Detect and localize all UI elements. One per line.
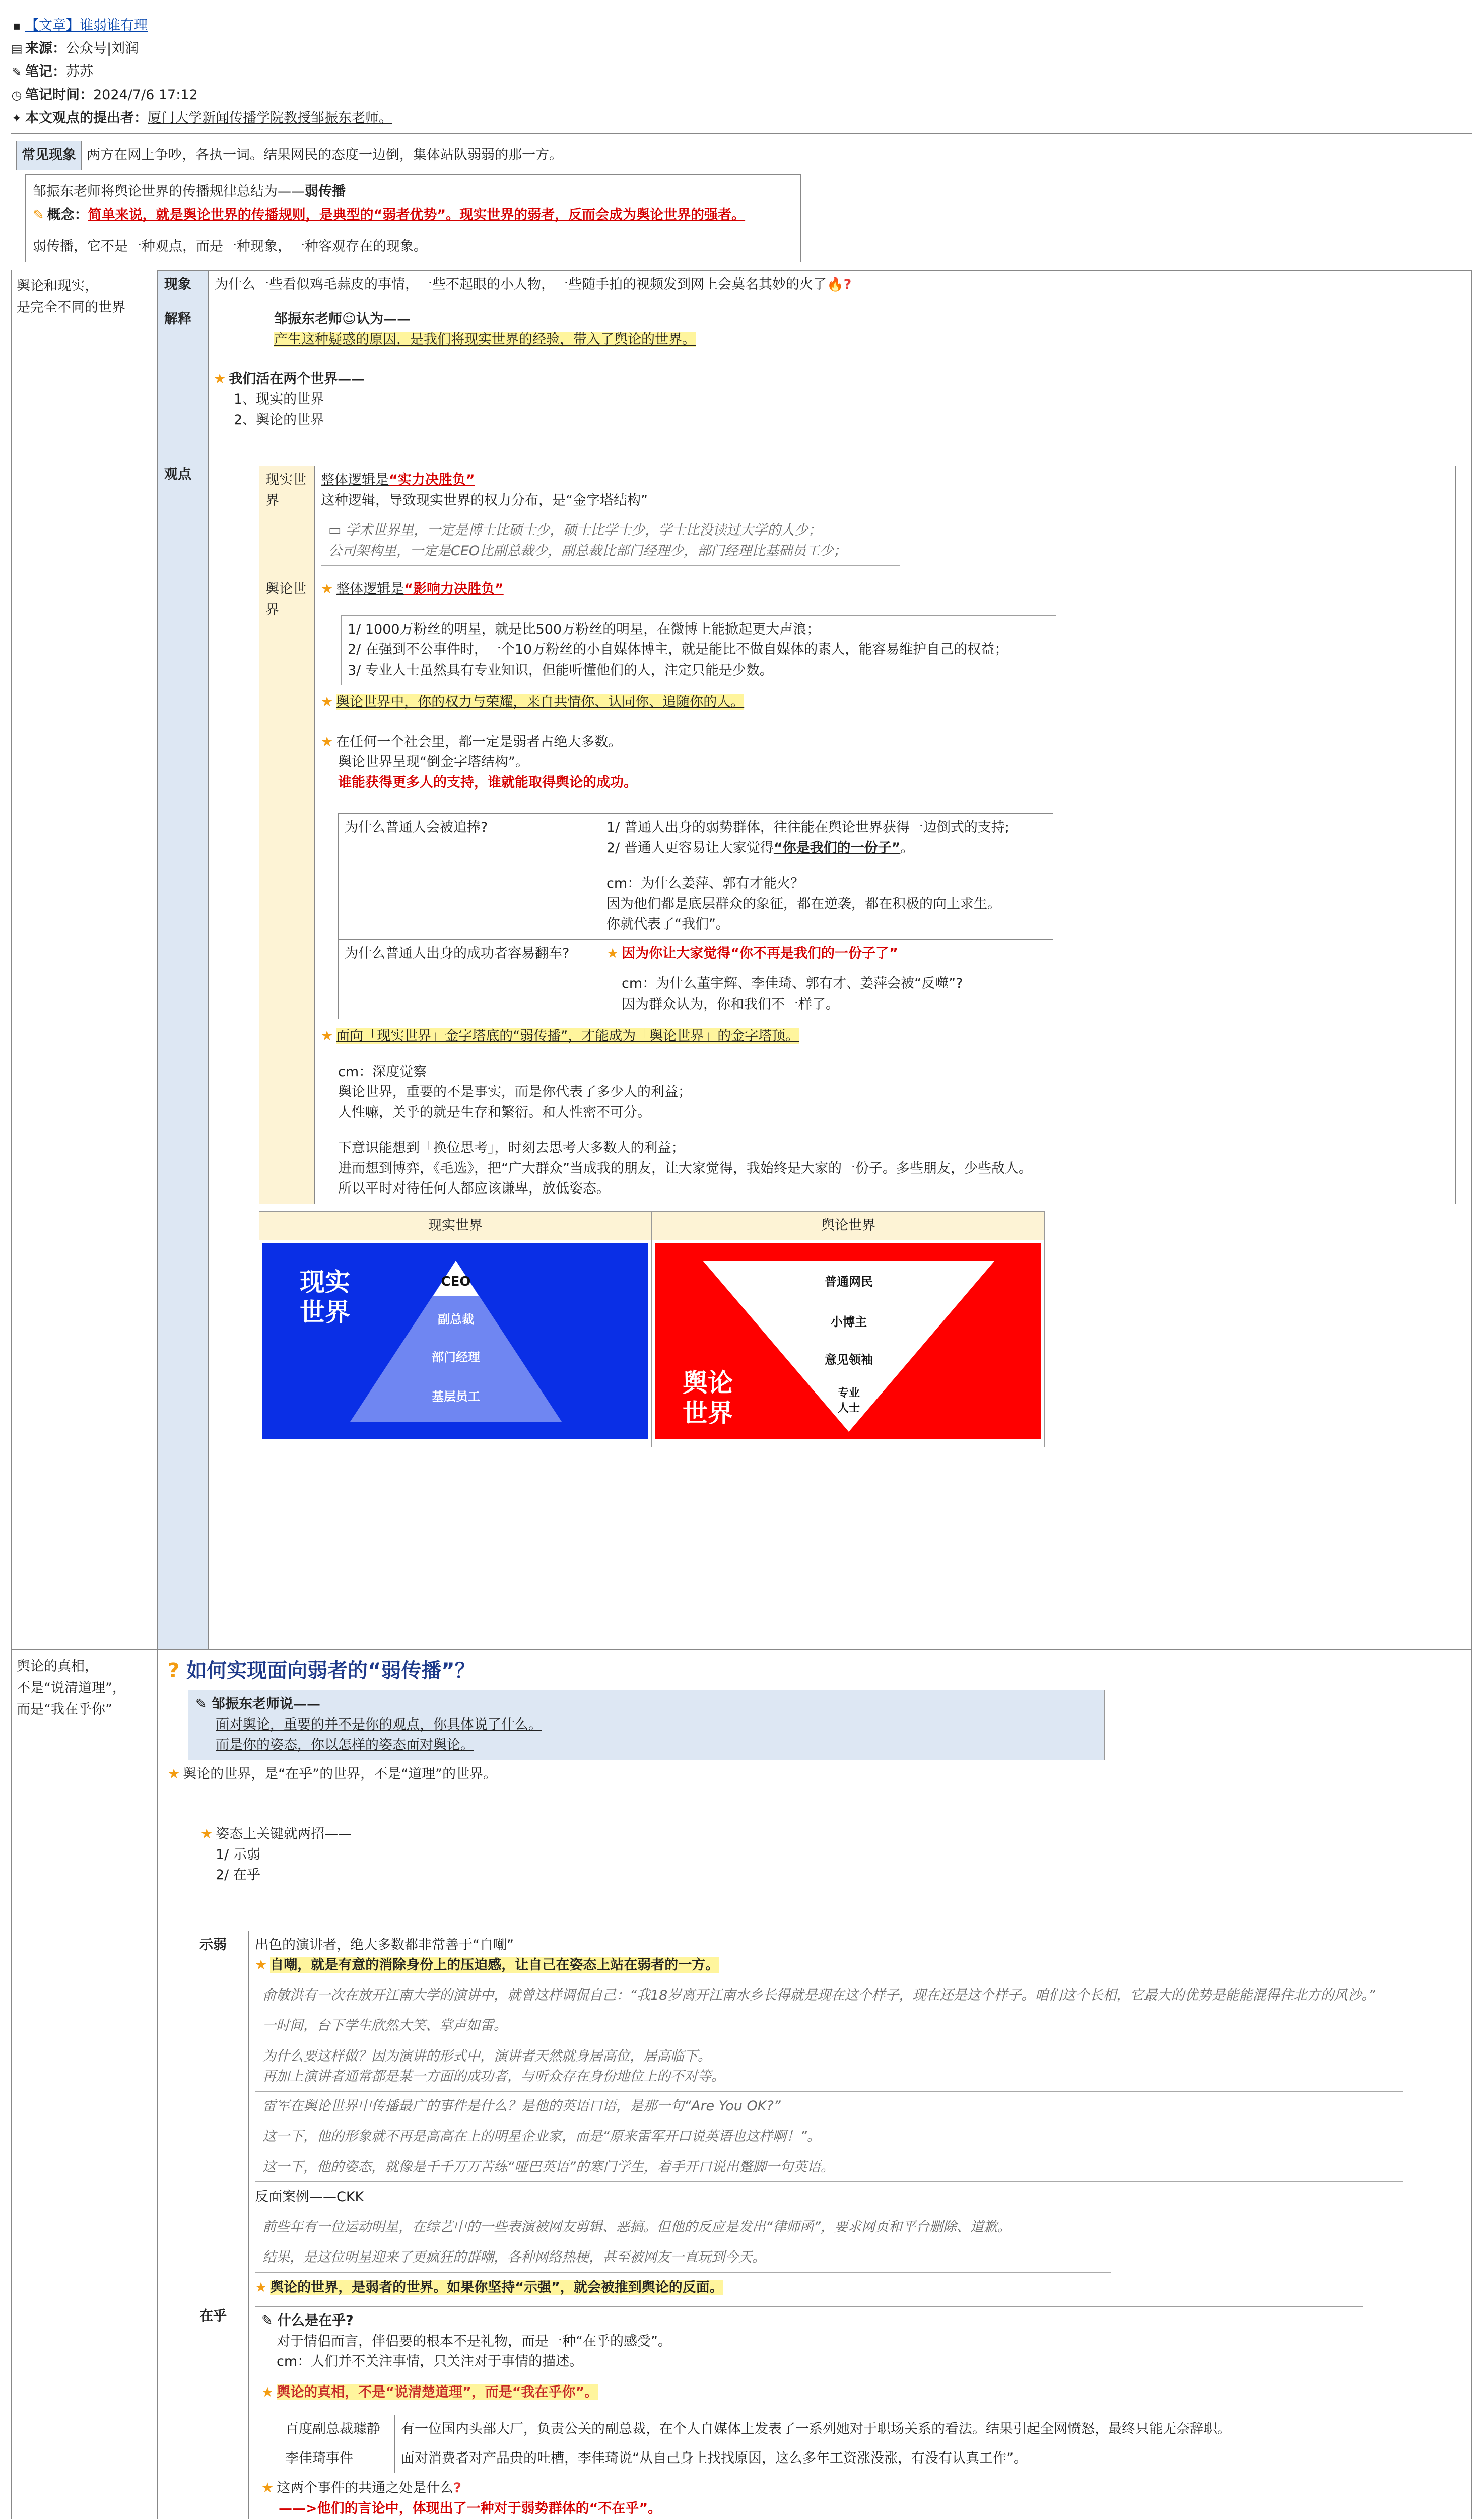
opinion-bullets: 1/ 1000万粉丝的明星，就是比500万粉丝的明星，在微博上能掀起更大声浪； 2/ 在强到不公事件时，一个10万粉丝的小自媒体博主，就是能比不做自媒体的素人，能容易维护自己的权益； 3/ 专业人士虽然具有专业知识，但能听懂他们的人，注定只能是少数。	[341, 615, 1056, 686]
weak-intro: 出色的演讲者，绝大多数都非常善于“自嘲”	[255, 1937, 514, 1953]
pen-icon: ✎	[33, 207, 44, 223]
source-value: 公众号|刘润	[66, 40, 139, 56]
opinion-logic: “影响力决胜负”	[404, 581, 504, 598]
concept-box	[25, 174, 801, 263]
weak-star2: 舆论的世界，是弱者的世界。如果你坚持“示强”，就会被推到舆论的反面。	[270, 2279, 723, 2295]
real-world-label: 现实世界	[259, 466, 315, 575]
real-logic: “实力决胜负”	[389, 472, 475, 488]
source-label: 来源：	[25, 40, 66, 56]
weak-label: 示弱	[193, 1931, 249, 2302]
notes-label: 笔记：	[25, 63, 66, 80]
sec1-phenomenon-label: 现象	[158, 271, 209, 305]
opinion-star3: 面向「现实世界」金字塔底的“弱传播”，才能成为「舆论世界」的金字塔顶。	[336, 1028, 799, 1044]
op-level-2: 小博主	[831, 1315, 867, 1330]
key-points-box: ★ 姿态上关键就两招—— 1/ 示弱 2/ 在乎	[193, 1820, 364, 1890]
zou-says-box: ✎ 邹振东老师说—— 面对舆论，重要的并不是你的观点，你具体说了什么。 而是你的姿态，你以怎样的姿态面对舆论。	[188, 1690, 1105, 1760]
pen-icon: ✎	[261, 2313, 273, 2329]
care-label: 在乎	[193, 2302, 249, 2519]
weak-quote-2: 雷军在舆论世界中传播最广的事件是什么？是他的英语口语，是那一句“Are You OK?” 这一下，他的形象就不再是高高在上的明星企业家，而是“原来雷军开口说英语也这样啊！”。 这一下，他的姿态，就像是千千万万苦练“哑巴英语”的寒门学生，着手开口说出蹩脚一句英语。	[255, 2092, 1403, 2182]
real-level-manager: 部门经理	[432, 1350, 480, 1365]
world-2: 2、舆论的世界	[234, 412, 324, 428]
pyramid-compare	[259, 1211, 1456, 1448]
real-big-1: 现实	[300, 1268, 350, 1297]
care-cases-table	[279, 2415, 1326, 2473]
case-desc-2: 面对消费者对产品贵的吐槽，李佳琦说“从自己身上找找原因，这么多年工资涨没涨，有没有认真工作”。	[395, 2444, 1326, 2473]
cm-block: cm：深度觉察 舆论世界，重要的不是事实，而是你代表了多少人的利益； 人性嘛，关乎的就是生存和繁衍。和人性密不可分。 下意识能想到「换位思考」，时刻去思考大多数人的利益； 进而想到博弈，《毛选》，把“广大群众”当成我的朋友，让大家觉得，我始终是大家的一份子。多些朋友，少些敌人。 所以平时对待任何人都应该谦卑，放低姿态。	[338, 1064, 1032, 1197]
real-level-vp: 副总裁	[438, 1312, 474, 1327]
source-line	[11, 37, 1473, 60]
bulb-icon: ✦	[11, 111, 22, 125]
time-line	[11, 84, 1473, 107]
real-level-ceo: CEO	[441, 1274, 471, 1290]
case-name-1: 百度副总裁璩静	[279, 2415, 395, 2444]
qa-table: 为什么普通人会被追捧? 1/ 普通人出身的弱势群体，往往能在舆论世界获得一边倒式的支持; 2/ 普通人更容易让大家觉得“你是我们的一份子”。 cm：为什么姜萍、郭有才能火？ 因为他们都是底层群众的象征，都在逆袭，都在积极的向上求生。 你就代表了“我们”。 为什么普通人出身的成功者容易翻车? ★ 因为你让大家觉得“你不再是我们的一份子了” cm：为什么董宇辉、李佳琦、郭有才、姜萍会被“反噬”? 因为群众认为，你和我们不一样了。	[338, 813, 1053, 1019]
case-name-2: 李佳琦事件	[279, 2444, 395, 2473]
case-desc-1: 有一位国内头部大厂，负责公关的副总裁，在个人自媒体上发表了一系列她对于职场关系的看法。结果引起全网愤怒，最终只能无奈辞职。	[395, 2415, 1326, 2444]
star-icon: ★	[214, 371, 226, 387]
sec2-heading: ? 如何实现面向弱者的“弱传播”？	[168, 1659, 475, 1682]
pen-icon: ✎	[11, 65, 22, 79]
notes-line	[11, 60, 1473, 84]
sec1-phenomenon-text: 为什么一些看似鸡毛蒜皮的事情，一些不起眼的小人物，一些随手拍的视频发到网上会莫名其妙的火了	[215, 277, 827, 292]
qa2-question: 为什么普通人出身的成功者容易翻车?	[339, 939, 600, 1019]
care-star2: 这两个事件的共通之处是什么	[277, 2480, 454, 2496]
negative-quote: 前些年有一位运动明星，在综艺中的一些表演被网友剪辑、恶搞。但他的反应是发出“律师函”，要求网页和平台删除、道歉。 结果，是这位明星迎来了更疯狂的群嘲，各种网络热梗，甚至被网友一直玩到今天。	[255, 2213, 1111, 2273]
section-truth: 舆论的真相， 不是“说清道理”， 而是“我在乎你” ? 如何实现面向弱者的“弱传播”？ ✎ 邹振东老师说—— 面对舆论，重要的并不是你的观点，你具体说了什么。 而是你的姿态，你以怎样的姿态面对舆论。 ★ 舆论的世界，是“在乎”的世界，不是“道理”的世界。 ★ 姿态上关键就两招—— 1/ 示弱 2/ 在乎 示弱 出色的演讲者，绝大多数都非常善于“自嘲” ★ 自嘲，就是有意的消除身份上的压迫感，让自己在姿态上站在弱者的一方。 俞敏洪有一次在放开江南大学的演讲中，就曾这样调侃自己：“我18岁离开江南水乡长得就是现在这个样子，现在还是这个样子。咱们这个长相，它最大的优势是能能混得住北方的风沙。” 一时间，台下学生欣然大笑、掌声如雷。 为什么要这样做？因为演讲的形式中，演讲者天然就身居高位，居高临下。 再加上演讲者通常都是某一方面的成功者，与听众存在身份地位上的不对等。 雷军在舆论世界中传播最广的事件是什么？是他的英语口语，是那一句“Are You OK?” 这一下，他的形象就不再是高高在上的明星企业家，而是“原来雷军开口说英语也这样啊！”。 这一下，他的姿态，就像是千千万万苦练“哑巴英语”的寒门学生，着手开口说出蹩脚一句英语。 反面案例——CKK 前些年有一位运动明星，在综艺中的一些表演被网友剪辑、恶搞。但他的反应是发出“律师函”，要求网页和平台删除、道歉。 结果，是这位明星迎来了更疯狂的群嘲，各种网络热梗，甚至被网友一直玩到今天。 ★ 舆论的世界，是弱者的世界。如果你坚持“示强”，就会被推到舆论的反面。 在乎 ✎ 什么是在乎? 对于情侣而言，伴侣要的根本不是礼物，而是一种“在乎的感受”。 cm：人们并不关注事情，只关注对于事情的描述。 ★ 舆论的真相，不是“说清楚道理”，而是“我在乎你”。 百度副总裁璩静 有一位国内头部大厂，负责公关的副总裁，在个人自媒体上发表了一系列她对于职场关系的看法。结果引起全网愤怒，最终只能无奈辞职。 李佳琦事件 面对消费者对产品贵的吐槽，李佳琦说“从自己身上找找原因，这么多年工资涨没涨，有没有认真工作”。 ★ 这两个事件的共通之处是什么? ——>他们的言论中，体现出了一种对于弱势群体的“不在乎”。	[11, 1650, 1472, 2519]
real-desc: 这种逻辑，导致现实世界的权力分布，是“金字塔结构”	[321, 492, 648, 508]
sec2-star1: 舆论的世界，是“在乎”的世界，不是“道理”的世界。	[183, 1766, 497, 1782]
real-quote: ▭ 学术世界里，一定是博士比硕士少，硕士比学士少，学士比没读过大学的人少； 公司架构里，一定是CEO比副总裁少，副总裁比部门经理少，部门经理比基础员工少；	[321, 516, 900, 566]
world-1: 1、现实的世界	[234, 391, 324, 408]
article-title-link[interactable]: 谁弱谁有理	[80, 17, 148, 33]
op-level-1: 普通网民	[825, 1275, 873, 1289]
title-line	[11, 14, 1473, 37]
concept-intro: 邹振东老师将舆论世界的传播规律总结为——弱传播	[33, 183, 346, 200]
comment-icon: ▭	[328, 522, 342, 539]
real-pyramid	[259, 1240, 651, 1442]
sec1-explain-label: 解释	[158, 305, 209, 460]
stance-table: 示弱 出色的演讲者，绝大多数都非常善于“自嘲” ★ 自嘲，就是有意的消除身份上的压迫感，让自己在姿态上站在弱者的一方。 俞敏洪有一次在放开江南大学的演讲中，就曾这样调侃自己：“我18岁离开江南水乡长得就是现在这个样子，现在还是这个样子。咱们这个长相，它最大的优势是能能混得住北方的风沙。” 一时间，台下学生欣然大笑、掌声如雷。 为什么要这样做？因为演讲的形式中，演讲者天然就身居高位，居高临下。 再加上演讲者通常都是某一方面的成功者，与听众存在身份地位上的不对等。 雷军在舆论世界中传播最广的事件是什么？是他的英语口语，是那一句“Are You OK?” 这一下，他的形象就不再是高高在上的明星企业家，而是“原来雷军开口说英语也这样啊！”。 这一下，他的姿态，就像是千千万万苦练“哑巴英语”的寒门学生，着手开口说出蹩脚一句英语。 反面案例——CKK 前些年有一位运动明星，在综艺中的一些表演被网友剪辑、恶搞。但他的反应是发出“律师函”，要求网页和平台删除、道歉。 结果，是这位明星迎来了更疯狂的群嘲，各种网络热梗，甚至被网友一直玩到今天。 ★ 舆论的世界，是弱者的世界。如果你坚持“示强”，就会被推到舆论的反面。 在乎 ✎ 什么是在乎? 对于情侣而言，伴侣要的根本不是礼物，而是一种“在乎的感受”。 cm：人们并不关注事情，只关注对于事情的描述。 ★ 舆论的真相，不是“说清楚道理”，而是“我在乎你”。 百度副总裁璩静 有一位国内头部大厂，负责公关的副总裁，在个人自媒体上发表了一系列她对于职场关系的看法。结果引起全网愤怒，最终只能无奈辞职。 李佳琦事件 面对消费者对产品贵的吐槽，李佳琦说“从自己身上找找原因，这么多年工资涨没涨，有没有认真工作”。 ★ 这两个事件的共通之处是什么? ——>他们的言论中，体现出了一种对于弱势群体的“不在乎”。	[193, 1931, 1452, 2519]
weak-quote-1: 俞敏洪有一次在放开江南大学的演讲中，就曾这样调侃自己：“我18岁离开江南水乡长得就是现在这个样子，现在还是这个样子。咱们这个长相，它最大的优势是能能混得住北方的风沙。” 一时间，台下学生欣然大笑、掌声如雷。 为什么要这样做？因为演讲的形式中，演讲者天然就身居高位，居高临下。 再加上演讲者通常都是某一方面的成功者，与听众存在身份地位上的不对等。	[255, 1981, 1403, 2092]
op-level-3: 意见领袖	[825, 1353, 873, 1367]
care-box: ✎ 什么是在乎? 对于情侣而言，伴侣要的根本不是礼物，而是一种“在乎的感受”。 cm：人们并不关注事情，只关注对于事情的描述。 ★ 舆论的真相，不是“说清楚道理”，而是“我在乎你”。 百度副总裁璩静 有一位国内头部大厂，负责公关的副总裁，在个人自媒体上发表了一系列她对于职场关系的看法。结果引起全网愤怒，最终只能无奈辞职。 李佳琦事件 面对消费者对产品贵的吐槽，李佳琦说“从自己身上找找原因，这么多年工资涨没涨，有没有认真工作”。 ★ 这两个事件的共通之处是什么? ——>他们的言论中，体现出了一种对于弱势群体的“不在乎”。	[255, 2306, 1363, 2519]
pyr-op-head: 舆论世界	[652, 1212, 1044, 1241]
clock-icon: ◷	[11, 88, 22, 102]
care-arrow: ——>他们的言论中，体现出了一种对于弱势群体的“不在乎”。	[279, 2500, 662, 2516]
sec1-view-label: 观点	[158, 460, 209, 1649]
zou-quote: 产生这种疑惑的原因，是我们将现实世界的经验，带入了舆论的世界。	[274, 332, 696, 348]
real-level-staff: 基层员工	[432, 1389, 480, 1404]
section1-side-label: 舆论和现实， 是完全不同的世界	[12, 270, 158, 1650]
views-table: 现实世界 整体逻辑是“实力决胜负” 这种逻辑，导致现实世界的权力分布，是“金字塔结构” ▭ 学术世界里，一定是博士比硕士少，硕士比学士少，学士比没读过大学的人少； 公司架构里，一定是CEO比副总裁少，副总裁比部门经理少，部门经理比基础员工少； 舆论世界 ★ 整体逻辑是“影响力决胜负” 1/ 1000万粉丝的明星，就是比500万粉丝的明星，在微博上能掀起更大声浪； 2/ 在强到不公事件时，一个10万粉丝的小自媒体博主，就是能比不做自媒体的素人，能容易维护自己的权益； 3/ 专业人士虽然具有专业知识，但能听懂他们的人，注定只能是少数。 ★ 舆论世界中，你的权力与荣耀，来自共情你、认同你、追随你的人。 ★ 在任何一个社会里，都一定是弱者占绝大多数。 舆论世界呈现“倒金字塔结构”。 谁能获得更多人的支持，谁就能取得舆论的成功。 为什么普通人会被追捧? 1/ 普通人出身的弱势群体，往往能在舆论世界获得一边倒式的支持; 2/ 普通人更容易让大家觉得“你是我们的一份子”。 cm：为什么姜萍、郭有才能火？ 因为他们都是底层群众的象征，都在逆袭，都在积极的向上求生。 你就代表了“我们”。 为什么普通人出身的成功者容易翻车? ★ 因为你让大家觉得“你不再是我们的一份子了” cm：为什么董宇辉、李佳琦、郭有才、姜萍会被“反噬”? 因为群众认为，你和我们不一样了。 ★ 面向「现实世界」金字塔底的“弱传播”，才能成为「舆论世界」的金字塔顶。 cm：深度觉察 舆论世界，重要的不是事实，而是你代表了多少人的利益； 人性嘛，关乎的就是生存和繁衍。和人性密不可分。 下意识能想到「换位思考」，时刻去思考大多数人的利益； 进而想到博弈，《毛选》，把“广大群众”当成我的朋友，让大家觉得，我始终是大家的一份子。多些朋友，少些敌人。 所以平时对待任何人都应该谦卑，放低姿态。	[259, 466, 1456, 1204]
op-level-4: 专业	[837, 1387, 860, 1400]
document-icon: ▪	[12, 19, 21, 33]
phenomenon-text: 两方在网上争吵，各执一词。结果网民的态度一边倒，集体站队弱弱的那一方。	[82, 141, 568, 170]
book-icon: ▤	[11, 42, 23, 56]
phenomenon-table	[16, 141, 568, 170]
opinion-star1: 舆论世界中，你的权力与荣耀，来自共情你、认同你、追随你的人。	[336, 694, 745, 710]
concept-def: ✎ 概念：简单来说，就是舆论世界的传播规则，是典型的“弱者优势”。现实世界的弱者，反而会成为舆论世界的强者。	[33, 207, 746, 223]
concept-note: 弱传播，它不是一种观点，而是一种现象，一种客观存在的现象。	[33, 238, 427, 254]
opinion-star2: 在任何一个社会里，都一定是弱者占绝大多数。	[336, 734, 622, 750]
proposer-label: 本文观点的提出者：	[25, 110, 148, 126]
time-label: 笔记时间：	[25, 87, 93, 103]
qa1-question: 为什么普通人会被追捧?	[339, 814, 600, 940]
pen-icon: ✎	[195, 1696, 207, 1712]
negative-title: 反面案例——CKK	[255, 2189, 364, 2205]
two-worlds: ★ 我们活在两个世界——	[214, 371, 365, 387]
opinion-pyramid	[652, 1240, 1044, 1442]
pyr-real-head: 现实世界	[259, 1212, 651, 1241]
weak-star: 自嘲，就是有意的消除身份上的压迫感，让自己在姿态上站在弱者的一方。	[270, 1957, 719, 1973]
fire-icon: 🔥?	[827, 277, 852, 292]
notes-value: 苏苏	[66, 63, 93, 80]
op-level-5: 人士	[837, 1402, 860, 1415]
section-two-worlds	[11, 270, 1472, 1650]
opinion-star2b: 舆论世界呈现“倒金字塔结构”。	[338, 754, 529, 770]
real-big-2: 世界	[300, 1298, 350, 1328]
article-tag[interactable]: 【文章】	[25, 17, 80, 33]
op-big-1: 舆论	[683, 1368, 733, 1398]
zou-line: 邹振东老师☺认为——	[274, 311, 411, 327]
section2-side-label: 舆论的真相， 不是“说清道理”， 而是“我在乎你”	[12, 1650, 158, 2519]
op-big-2: 世界	[683, 1399, 733, 1428]
smile-icon: ☺	[342, 311, 357, 327]
proposer-value: 厦门大学新闻传播学院教授邹振东老师。	[148, 110, 392, 126]
opinion-star2c: 谁能获得更多人的支持，谁就能取得舆论的成功。	[338, 774, 637, 790]
time-value: 2024/7/6 17:12	[93, 87, 198, 103]
phenomenon-label: 常见现象	[17, 141, 82, 170]
opinion-world-label: 舆论世界	[259, 575, 315, 1204]
proposer-line	[11, 107, 1473, 130]
